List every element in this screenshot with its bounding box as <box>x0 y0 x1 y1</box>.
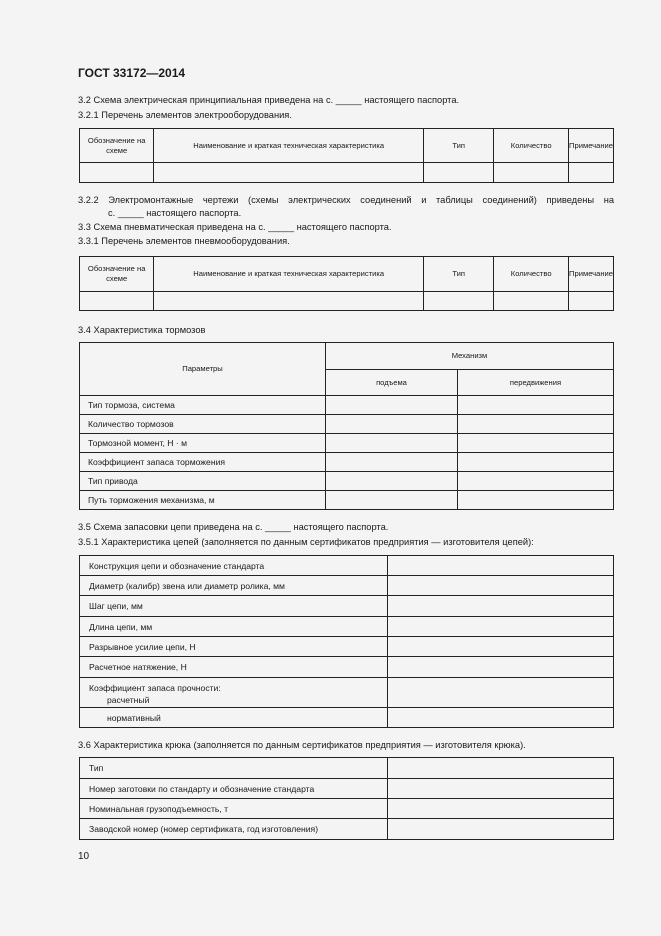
row-label: Путь торможения механизма, м <box>80 491 326 510</box>
electrical-equipment-table <box>79 128 614 183</box>
column-header-designation: Обозначение на схеме <box>80 257 154 292</box>
table-cell <box>326 491 458 510</box>
table-cell <box>424 163 494 183</box>
table-row <box>80 292 614 311</box>
table-row <box>80 819 614 840</box>
table-cell <box>458 396 614 415</box>
row-label: Тип тормоза, система <box>80 396 326 415</box>
table-cell <box>80 292 154 311</box>
section-3-2-2-continued: с. _____ настоящего паспорта. <box>108 208 242 218</box>
row-label: Диаметр (калибр) звена или диаметр ролика, мм <box>80 576 388 596</box>
table-cell <box>458 453 614 472</box>
table-cell <box>326 453 458 472</box>
column-header-name: Наименование и краткая техническая характеристика <box>154 257 424 292</box>
table-row <box>80 779 614 799</box>
chains-table <box>79 555 614 728</box>
table-row <box>80 799 614 819</box>
section-3-3: 3.3 Схема пневматическая приведена на с. _____ настоящего паспорта. <box>78 222 392 232</box>
column-header-quantity: Количество <box>494 257 569 292</box>
mechanism-header: Механизм <box>326 343 614 370</box>
column-header-quantity: Количество <box>494 129 569 163</box>
section-3-5-1: 3.5.1 Характеристика цепей (заполняется по данным сертификатов предприятия — изготовителя цепей): <box>78 537 534 547</box>
row-label: Коэффициент запаса торможения <box>80 453 326 472</box>
row-label: Длина цепи, мм <box>80 617 388 637</box>
row-label: Расчетное натяжение, Н <box>80 657 388 678</box>
table-cell <box>388 617 614 637</box>
column-header-type: Тип <box>424 129 494 163</box>
section-3-2: 3.2 Схема электрическая принципиальная приведена на с. _____ настоящего паспорта. <box>78 95 460 105</box>
table-row <box>80 453 614 472</box>
row-label: Тип привода <box>80 472 326 491</box>
table-cell <box>326 434 458 453</box>
section-3-3-1: 3.3.1 Перечень элементов пневмооборудования. <box>78 236 290 246</box>
table-cell <box>458 491 614 510</box>
table-cell <box>388 779 614 799</box>
table-row <box>80 491 614 510</box>
column-header-note: Примечание <box>569 129 614 163</box>
calculated-label: расчетный <box>107 695 150 705</box>
table-cell <box>424 292 494 311</box>
movement-header: передвижения <box>458 370 614 396</box>
table-row <box>80 163 614 183</box>
table-cell <box>458 415 614 434</box>
table-row <box>80 396 614 415</box>
row-label: Количество тормозов <box>80 415 326 434</box>
parameters-header: Параметры <box>80 343 326 396</box>
lift-header: подъема <box>326 370 458 396</box>
table-row <box>80 596 614 617</box>
normative-label: нормативный <box>80 708 388 728</box>
table-row <box>80 434 614 453</box>
row-label <box>80 678 388 708</box>
row-label: Номер заготовки по стандарту и обозначение стандарта <box>80 779 388 799</box>
table-cell <box>154 292 424 311</box>
table-row <box>80 472 614 491</box>
table-row <box>80 678 614 708</box>
column-header-name: Наименование и краткая техническая характеристика <box>154 129 424 163</box>
row-label: Тип <box>80 758 388 779</box>
section-3-5: 3.5 Схема запасовки цепи приведена на с. _____ настоящего паспорта. <box>78 522 389 532</box>
hook-table <box>79 757 614 840</box>
table-cell <box>388 799 614 819</box>
table-cell <box>388 657 614 678</box>
table-cell <box>154 163 424 183</box>
table-cell <box>326 472 458 491</box>
row-label: Конструкция цепи и обозначение стандарта <box>80 556 388 576</box>
table-cell <box>458 434 614 453</box>
table-cell <box>388 819 614 840</box>
table-cell <box>458 472 614 491</box>
table-cell <box>388 708 614 728</box>
table-cell <box>388 758 614 779</box>
page-number: 10 <box>78 851 90 862</box>
document-header: ГОСТ 33172—2014 <box>78 66 186 80</box>
table-cell <box>388 678 614 708</box>
table-cell <box>569 292 614 311</box>
section-3-6: 3.6 Характеристика крюка (заполняется по данным сертификатов предприятия — изготовителя крюка). <box>78 740 526 750</box>
row-label: Номинальная грузоподъемность, т <box>80 799 388 819</box>
table-row <box>80 708 614 728</box>
table-row <box>80 657 614 678</box>
table-cell <box>494 292 569 311</box>
column-header-type: Тип <box>424 257 494 292</box>
section-3-4: 3.4 Характеристика тормозов <box>78 325 206 335</box>
table-cell <box>388 637 614 657</box>
table-row <box>80 556 614 576</box>
table-row <box>80 415 614 434</box>
table-row <box>80 758 614 779</box>
brakes-table <box>79 342 614 510</box>
section-3-2-2: 3.2.2 Электромонтажные чертежи (схемы электрических соединений и таблицы соединений) приведены на <box>78 195 614 205</box>
table-cell <box>388 576 614 596</box>
table-row <box>80 637 614 657</box>
table-row <box>80 617 614 637</box>
table-cell <box>569 163 614 183</box>
pneumatic-equipment-table <box>79 256 614 311</box>
table-cell <box>388 556 614 576</box>
section-3-2-1: 3.2.1 Перечень элементов электрооборудования. <box>78 110 292 120</box>
table-row <box>80 576 614 596</box>
table-cell <box>326 396 458 415</box>
column-header-designation: Обозначение на схеме <box>80 129 154 163</box>
row-label: Заводской номер (номер сертификата, год изготовления) <box>80 819 388 840</box>
table-cell <box>388 596 614 617</box>
row-label: Разрывное усилие цепи, Н <box>80 637 388 657</box>
table-cell <box>326 415 458 434</box>
table-cell <box>80 163 154 183</box>
row-label: Тормозной момент, Н · м <box>80 434 326 453</box>
column-header-note: Примечание <box>569 257 614 292</box>
row-label: Шаг цепи, мм <box>80 596 388 617</box>
table-cell <box>494 163 569 183</box>
coefficient-label: Коэффициент запаса прочности: <box>89 683 221 693</box>
